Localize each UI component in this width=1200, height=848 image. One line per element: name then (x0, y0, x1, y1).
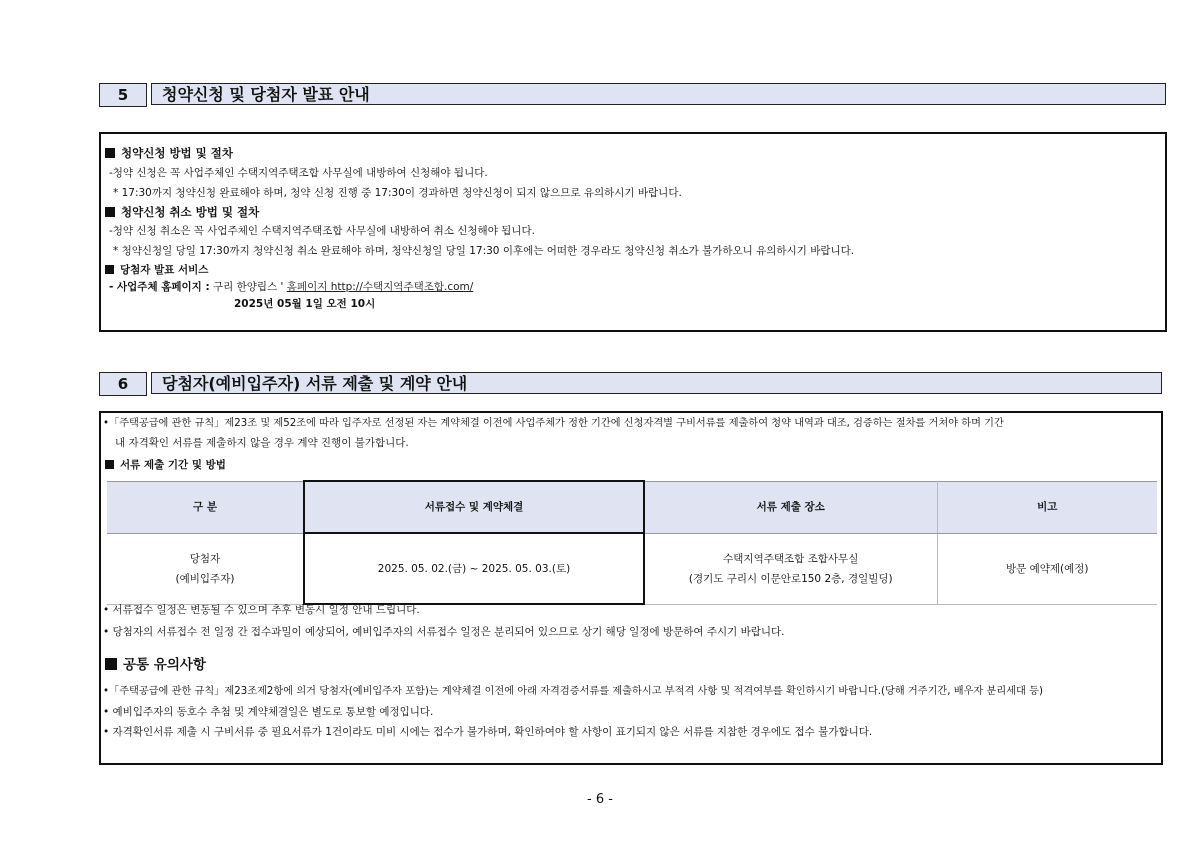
category-line2: (예비입주자) (175, 572, 235, 585)
announce-line (109, 280, 473, 294)
cancel-line2: * 청약신청일 당일 17:30까지 청약신청 취소 완료해야 하며, 청약신청일 당일 17:30 이후에는 어떠한 경우라도 청약신청 취소가 불가하오니 유의하시기 바랍니다. (113, 245, 855, 257)
announce-value: 구리 한양립스 ' (213, 281, 287, 293)
square-bullet-icon (105, 265, 114, 274)
square-bullet-icon (105, 658, 117, 670)
announce-label: - 사업주체 홈페이지 : (109, 281, 210, 293)
table-header-row (107, 481, 1157, 533)
section6-title: 당첨자(예비입주자) 서류 제출 및 계약 안내 (151, 372, 1162, 394)
section5-box (99, 132, 1167, 332)
common-line3: • 자격확인서류 제출 시 구비서류 중 필요서류가 1건이라도 미비 시에는 접수가 불가하며, 확인하여야 할 사항이 표기되지 않은 서류를 지참한 경우에도 접수 불가합니다. (103, 726, 873, 738)
place-line1: 수택지역주택조합 조합사무실 (723, 552, 859, 565)
cell-note: 방문 예약제(예정) (937, 533, 1157, 604)
cancel-line1: -청약 신청 취소은 꼭 사업주체인 수택지역주택조합 사무실에 내방하여 취소 신청해야 됩니다. (109, 225, 535, 237)
common-heading: 공통 유의사항 (105, 658, 206, 672)
intro-line2: 내 자격확인 서류를 제출하지 않을 경우 계약 진행이 불가합니다. (115, 437, 409, 449)
table-row (107, 533, 1157, 604)
announce-heading: 당첨자 발표 서비스 (105, 263, 208, 277)
schedule-note2: • 당첨자의 서류접수 전 일정 간 접수과밀이 예상되어, 예비입주자의 서류접수 일정은 분리되어 있으므로 상기 해당 일정에 방문하여 주시기 바랍니다. (103, 626, 785, 638)
section5-number: 5 (99, 83, 147, 107)
common-line1: •「주택공급에 관한 규칙」제23조제2항에 의거 당첨자(예비입주자 포함)는 계약체결 이전에 아래 자격검증서류를 제출하시고 부적격 사항 및 적격여부를 확인하시기 바랍니다.(당해 거주기간, 배우자 분리세대 등) (103, 686, 1043, 697)
header-note: 비고 (937, 481, 1157, 533)
header-period: 서류접수 및 계약체결 (304, 481, 644, 533)
square-bullet-icon (105, 207, 115, 217)
section5-title: 청약신청 및 당첨자 발표 안내 (151, 83, 1166, 105)
intro-line1: •「주택공급에 관한 규칙」제23조 및 제52조에 따라 입주자로 선정된 자는 계약체결 이전에 사업주체가 정한 기간에 신청자격별 구비서류를 제출하여 청약 내역과 대조, 검증하는 절차를 거쳐야 하며 기간 (103, 418, 1004, 429)
header-category: 구 분 (107, 481, 304, 533)
section6-box (99, 411, 1163, 765)
submit-heading: 서류 제출 기간 및 방법 (105, 458, 226, 472)
method-line2: * 17:30까지 청약신청 완료해야 하며, 청약 신청 진행 중 17:30이 경과하면 청약신청이 되지 않으므로 유의하시기 바랍니다. (113, 187, 682, 199)
submission-table (107, 480, 1157, 605)
cell-category (107, 533, 304, 604)
section6-number: 6 (99, 372, 147, 396)
schedule-note1: • 서류접수 일정은 변동될 수 있으며 추후 변동시 일정 안내 드립니다. (103, 604, 420, 616)
place-line2: (경기도 구리시 이문안로150 2층, 경일빌딩) (688, 572, 893, 585)
page-number: - 6 - (587, 792, 613, 807)
announce-date: 2025년 05월 1일 오전 10시 (234, 298, 376, 310)
square-bullet-icon (105, 148, 115, 158)
header-place: 서류 제출 장소 (644, 481, 937, 533)
method-heading: 청약신청 방법 및 절차 (105, 146, 233, 160)
common-line2: • 예비입주자의 동호수 추첨 및 계약체결일은 별도로 통보할 예정입니다. (103, 706, 434, 718)
method-line1: -청약 신청은 꼭 사업주체인 수택지역주택조합 사무실에 내방하여 신청해야 됩니다. (109, 167, 488, 179)
cancel-heading: 청약신청 취소 방법 및 절차 (105, 205, 259, 219)
square-bullet-icon (105, 460, 114, 469)
homepage-link[interactable]: 홈페이지 http://수택지역주택조합.com/ (286, 281, 474, 293)
cell-place (644, 533, 937, 604)
category-line1: 당첨자 (189, 552, 221, 565)
cell-period: 2025. 05. 02.(금) ~ 2025. 05. 03.(토) (304, 533, 644, 604)
